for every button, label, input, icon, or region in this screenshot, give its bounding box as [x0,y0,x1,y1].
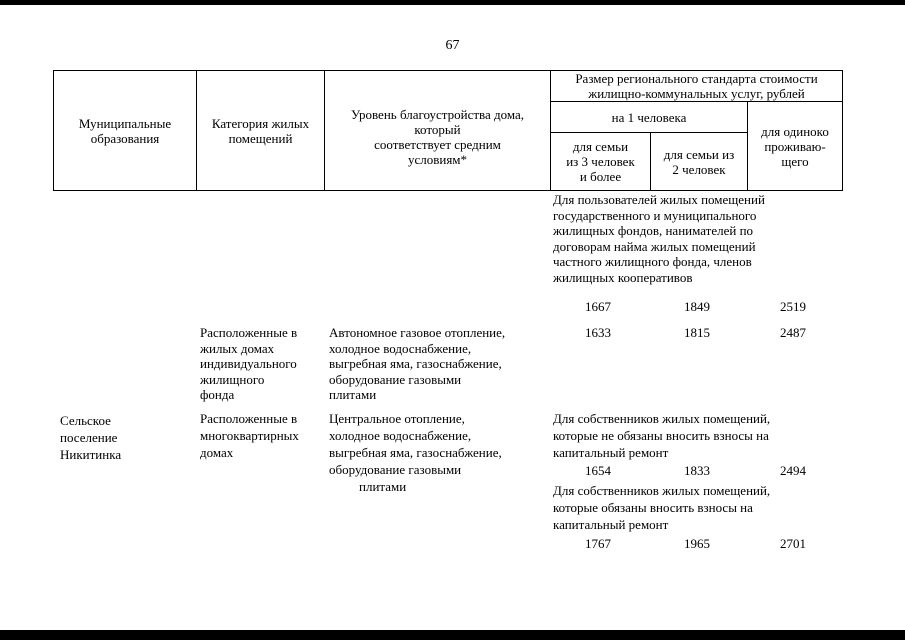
header-single-line: для одиноко [761,123,829,139]
header-single-line: проживаю- [764,138,826,154]
municipality-line: Сельское [60,413,111,428]
header-category-line: помещений [228,130,293,146]
row1-category-line: фонда [200,387,235,402]
row1-category [200,325,297,403]
municipality-line: поселение [60,430,118,445]
note-not-obliged-line: капитальный ремонт [553,445,669,460]
row1-level-line: холодное водоснабжение, [329,340,472,356]
row2-level-line: холодное водоснабжение, [329,428,472,443]
scan-border-bottom [0,630,905,640]
header-family3 [551,133,651,191]
header-level-line: который [414,121,461,137]
note-users-line: Для пользователей жилых помещений [553,192,765,207]
header-table [53,70,843,191]
row1-value-family2: 1815 [684,325,710,340]
scan-border-top [0,0,905,5]
row2-level-line: оборудование газовыми [329,462,462,477]
row1-value-single: 2487 [780,325,806,340]
header-level-line: Уровень благоустройства дома, [350,106,525,122]
header-family2-line: для семьи из [663,146,735,162]
header-single-line: щего [781,153,809,169]
municipality-line: Никитинка [60,447,122,462]
row2-category [200,410,299,461]
note-users-line: договорам найма жилых помещений [553,238,756,254]
note-users-line: государственного и муниципального [553,207,757,223]
note-users [553,192,765,285]
row1-level [329,325,505,403]
page-number: 67 [445,38,460,53]
users-value-family3: 1667 [585,299,611,314]
users-value-family2: 1849 [684,299,710,314]
header-family3-line: для семьи [572,139,629,154]
note-not-obliged-line: которые не обязаны вносить взносы на [553,428,769,443]
header-standard [551,71,843,102]
users-value-single: 2519 [780,299,806,314]
row1-category-line: индивидуального [200,356,297,371]
note-users-line: жилищных фондов, нанимателей по [553,223,754,238]
row2-level-line: плитами [359,479,407,494]
header-level-line: соответствует средним [374,136,501,152]
header-standard-line: Размер регионального стандарта стоимости [575,71,818,86]
note-users-line: частного жилищного фонда, членов [553,254,752,269]
obliged-value-family2: 1965 [684,536,710,551]
note-not-obliged-line: Для собственников жилых помещений, [553,411,771,426]
header-single [748,102,843,191]
row2-category-line: многоквартирных [200,428,299,443]
row1-level-line: Автономное газовое отопление, [329,325,506,340]
row1-value-family3: 1633 [585,325,611,340]
header-municipality-line: Муниципальные [78,115,172,131]
row2-category-line: Расположенные в [200,411,298,426]
header-family2 [651,133,748,191]
note-obliged [553,482,770,533]
not-obliged-value-family2: 1833 [684,463,710,478]
row1-category-line: жилищного [200,371,265,387]
header-category [197,71,325,191]
row1-category-line: Расположенные в [200,325,298,340]
header-family3-line: и более [579,169,622,184]
obliged-value-family3: 1767 [585,536,611,551]
header-per-person: на 1 человека [551,102,748,133]
obliged-value-single: 2701 [780,536,806,551]
municipality-name [60,412,121,463]
not-obliged-value-family3: 1654 [585,463,611,478]
not-obliged-value-single: 2494 [780,463,806,478]
row1-category-line: жилых домах [200,340,275,356]
row2-level-line: Центральное отопление, [329,411,465,426]
header-family3-line: из 3 человек [566,154,635,169]
header-municipality-line: образования [90,130,160,146]
note-users-line: жилищных кооперативов [553,269,693,285]
note-obliged-line: капитальный ремонт [553,517,669,532]
row2-level-line: выгребная яма, газоснабжение, [329,445,502,460]
row2-level [329,410,502,495]
note-obliged-line: которые обязаны вносить взносы на [553,500,753,515]
header-family2-line: 2 человек [672,161,726,177]
row1-level-line: плитами [329,387,377,402]
header-standard-line: жилищно-коммунальных услуг, рублей [588,86,805,101]
row1-level-line: оборудование газовыми [329,371,462,387]
header-category-line: Категория жилых [211,115,310,131]
row2-category-line: домах [200,445,234,460]
row1-level-line: выгребная яма, газоснабжение, [329,356,502,371]
note-not-obliged [553,410,770,461]
header-level [325,71,551,191]
header-level-line: условиям* [407,151,468,167]
note-obliged-line: Для собственников жилых помещений, [553,483,771,498]
header-municipality [54,71,197,191]
